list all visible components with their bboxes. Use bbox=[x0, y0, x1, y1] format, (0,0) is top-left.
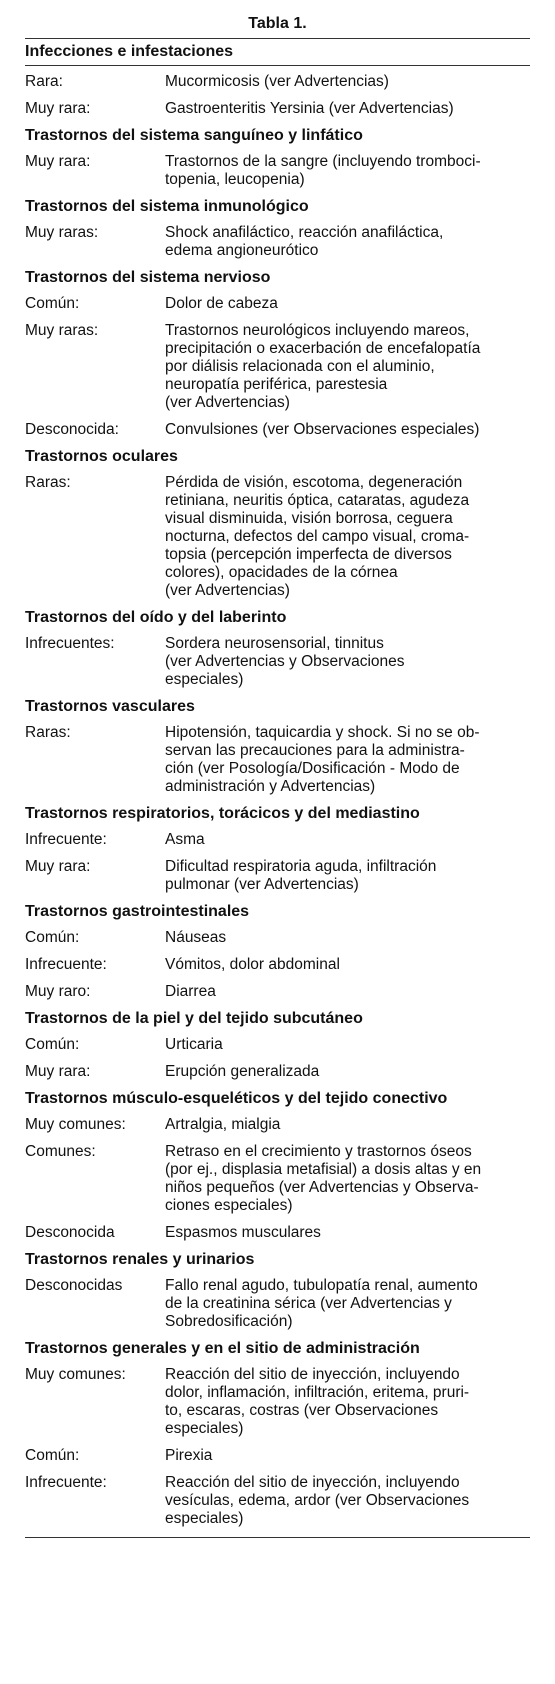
effect-cell: Sordera neurosensorial, tinnitus (ver Advertencias y Observaciones especiales) bbox=[165, 635, 405, 688]
table-row bbox=[25, 96, 530, 123]
frequency-cell: Común: bbox=[25, 1036, 80, 1053]
table-section bbox=[25, 1006, 530, 1086]
effect-cell: Retraso en el crecimiento y trastornos óseos (por ej., displasia metafisial) a dosis altas y en niños pequeños (ver Advertencias y Observa- ciones especiales) bbox=[165, 1143, 482, 1214]
frequency-cell: Muy rara: bbox=[25, 1063, 91, 1080]
table-section bbox=[25, 123, 530, 194]
adverse-effects-table bbox=[25, 39, 530, 1533]
section-heading: Trastornos respiratorios, torácicos y del mediastino bbox=[25, 805, 420, 822]
section-heading: Infecciones e infestaciones bbox=[25, 43, 234, 60]
effect-cell: Artralgia, mialgia bbox=[165, 1116, 281, 1133]
frequency-cell: Desconocida bbox=[25, 1224, 115, 1241]
table-row bbox=[25, 149, 530, 194]
effect-cell: Vómitos, dolor abdominal bbox=[165, 956, 340, 973]
effect-cell: Hipotensión, taquicardia y shock. Si no se ob- servan las precauciones para la administra- ción (ver Posología/Dosificación - Modo de administración y Advertencias) bbox=[165, 724, 480, 795]
frequency-cell: Muy rara: bbox=[25, 858, 91, 875]
section-heading: Trastornos de la piel y del tejido subcutáneo bbox=[25, 1010, 363, 1027]
effect-cell: Dificultad respiratoria aguda, infiltración pulmonar (ver Advertencias) bbox=[165, 858, 437, 893]
effect-cell: Gastroenteritis Yersinia (ver Advertencias) bbox=[165, 100, 454, 117]
table-row bbox=[25, 925, 530, 952]
frequency-cell: Muy comunes: bbox=[25, 1116, 126, 1133]
frequency-cell: Comunes: bbox=[25, 1143, 96, 1160]
table-section bbox=[25, 899, 530, 1006]
frequency-cell: Común: bbox=[25, 295, 80, 312]
effect-cell: Náuseas bbox=[165, 929, 227, 946]
effect-cell: Dolor de cabeza bbox=[165, 295, 278, 312]
table-row bbox=[25, 1443, 530, 1470]
table-row bbox=[25, 220, 530, 265]
table-row bbox=[25, 827, 530, 854]
table-row bbox=[25, 720, 530, 801]
effect-cell: Fallo renal agudo, tubulopatía renal, aumento de la creatinina sérica (ver Advertencias y Sobredosificación) bbox=[165, 1277, 478, 1330]
section-heading: Trastornos del oído y del laberinto bbox=[25, 609, 287, 626]
section-heading: Trastornos oculares bbox=[25, 448, 178, 465]
table-section bbox=[25, 39, 530, 123]
effect-cell: Urticaria bbox=[165, 1036, 223, 1053]
frequency-cell: Muy raro: bbox=[25, 983, 91, 1000]
table-row bbox=[25, 1273, 530, 1336]
effect-cell: Asma bbox=[165, 831, 205, 848]
effect-cell: Diarrea bbox=[165, 983, 216, 1000]
frequency-cell: Muy rara: bbox=[25, 100, 91, 117]
section-heading: Trastornos del sistema nervioso bbox=[25, 269, 271, 286]
section-heading: Trastornos renales y urinarios bbox=[25, 1251, 255, 1268]
table-section bbox=[25, 265, 530, 444]
table-title: Tabla 1. bbox=[248, 15, 307, 32]
frequency-cell: Infrecuente: bbox=[25, 1474, 107, 1491]
frequency-cell: Muy comunes: bbox=[25, 1366, 126, 1383]
table-row bbox=[25, 69, 530, 96]
frequency-cell: Raras: bbox=[25, 724, 71, 741]
section-heading: Trastornos músculo-esqueléticos y del tejido conectivo bbox=[25, 1090, 448, 1107]
table-row bbox=[25, 470, 530, 605]
effect-cell: Convulsiones (ver Observaciones especiales) bbox=[165, 421, 480, 438]
table-section bbox=[25, 605, 530, 694]
table-section bbox=[25, 444, 530, 605]
section-heading: Trastornos del sistema sanguíneo y linfático bbox=[25, 127, 363, 144]
section-heading: Trastornos gastrointestinales bbox=[25, 903, 250, 920]
frequency-cell: Rara: bbox=[25, 73, 63, 90]
effect-cell: Erupción generalizada bbox=[165, 1063, 320, 1080]
section-rule bbox=[25, 65, 530, 66]
effect-cell: Trastornos de la sangre (incluyendo tromboci- topenia, leucopenia) bbox=[165, 153, 481, 188]
table-row bbox=[25, 854, 530, 899]
table-section bbox=[25, 1086, 530, 1247]
table-row bbox=[25, 979, 530, 1006]
effect-cell: Espasmos musculares bbox=[165, 1224, 321, 1241]
table-row bbox=[25, 631, 530, 694]
effect-cell: Mucormicosis (ver Advertencias) bbox=[165, 73, 389, 90]
frequency-cell: Infrecuentes: bbox=[25, 635, 115, 652]
table-row bbox=[25, 1032, 530, 1059]
table-row bbox=[25, 417, 530, 444]
table-section bbox=[25, 801, 530, 899]
section-heading: Trastornos del sistema inmunológico bbox=[25, 198, 309, 215]
table-section bbox=[25, 1247, 530, 1336]
table-row bbox=[25, 1112, 530, 1139]
table-row bbox=[25, 1470, 530, 1533]
frequency-cell: Desconocida: bbox=[25, 421, 119, 438]
table-row bbox=[25, 1059, 530, 1086]
frequency-cell: Muy rara: bbox=[25, 153, 91, 170]
table-row bbox=[25, 291, 530, 318]
table-section bbox=[25, 694, 530, 801]
table-section bbox=[25, 1336, 530, 1533]
frequency-cell: Muy raras: bbox=[25, 322, 99, 339]
frequency-cell: Común: bbox=[25, 929, 80, 946]
effect-cell: Pirexia bbox=[165, 1447, 213, 1464]
section-heading: Trastornos vasculares bbox=[25, 698, 195, 715]
frequency-cell: Desconocidas bbox=[25, 1277, 123, 1294]
table-row bbox=[25, 318, 530, 417]
section-heading: Trastornos generales y en el sitio de administración bbox=[25, 1340, 420, 1357]
frequency-cell: Común: bbox=[25, 1447, 80, 1464]
table-section bbox=[25, 194, 530, 265]
effect-cell: Reacción del sitio de inyección, incluyendo dolor, inflamación, infiltración, eritema, pruri- to, escaras, costras (ver Observaciones especiales) bbox=[165, 1366, 470, 1437]
frequency-cell: Infrecuente: bbox=[25, 831, 107, 848]
table-row bbox=[25, 952, 530, 979]
table-row bbox=[25, 1220, 530, 1247]
effect-cell: Reacción del sitio de inyección, incluyendo vesículas, edema, ardor (ver Observaciones especiales) bbox=[165, 1474, 470, 1527]
frequency-cell: Infrecuente: bbox=[25, 956, 107, 973]
table-row bbox=[25, 1139, 530, 1220]
table-bottom-rule bbox=[25, 1537, 530, 1538]
frequency-cell: Raras: bbox=[25, 474, 71, 491]
table-row bbox=[25, 1362, 530, 1443]
effect-cell: Shock anafiláctico, reacción anafiláctica, edema angioneurótico bbox=[165, 224, 444, 259]
frequency-cell: Muy raras: bbox=[25, 224, 99, 241]
effect-cell: Pérdida de visión, escotoma, degeneración retiniana, neuritis óptica, cataratas, agudeza visual disminuida, visión borrosa, ceguera nocturna, defectos del campo visual, croma- topsia (percepción imperfecta de diversos colores), opacidades de la córnea (ver Advertencias) bbox=[165, 474, 470, 599]
effect-cell: Trastornos neurológicos incluyendo mareos, precipitación o exacerbación de encefalopatía por diálisis relacionada con el aluminio, neuropatía periférica, parestesia (ver Advertencias) bbox=[165, 322, 481, 411]
